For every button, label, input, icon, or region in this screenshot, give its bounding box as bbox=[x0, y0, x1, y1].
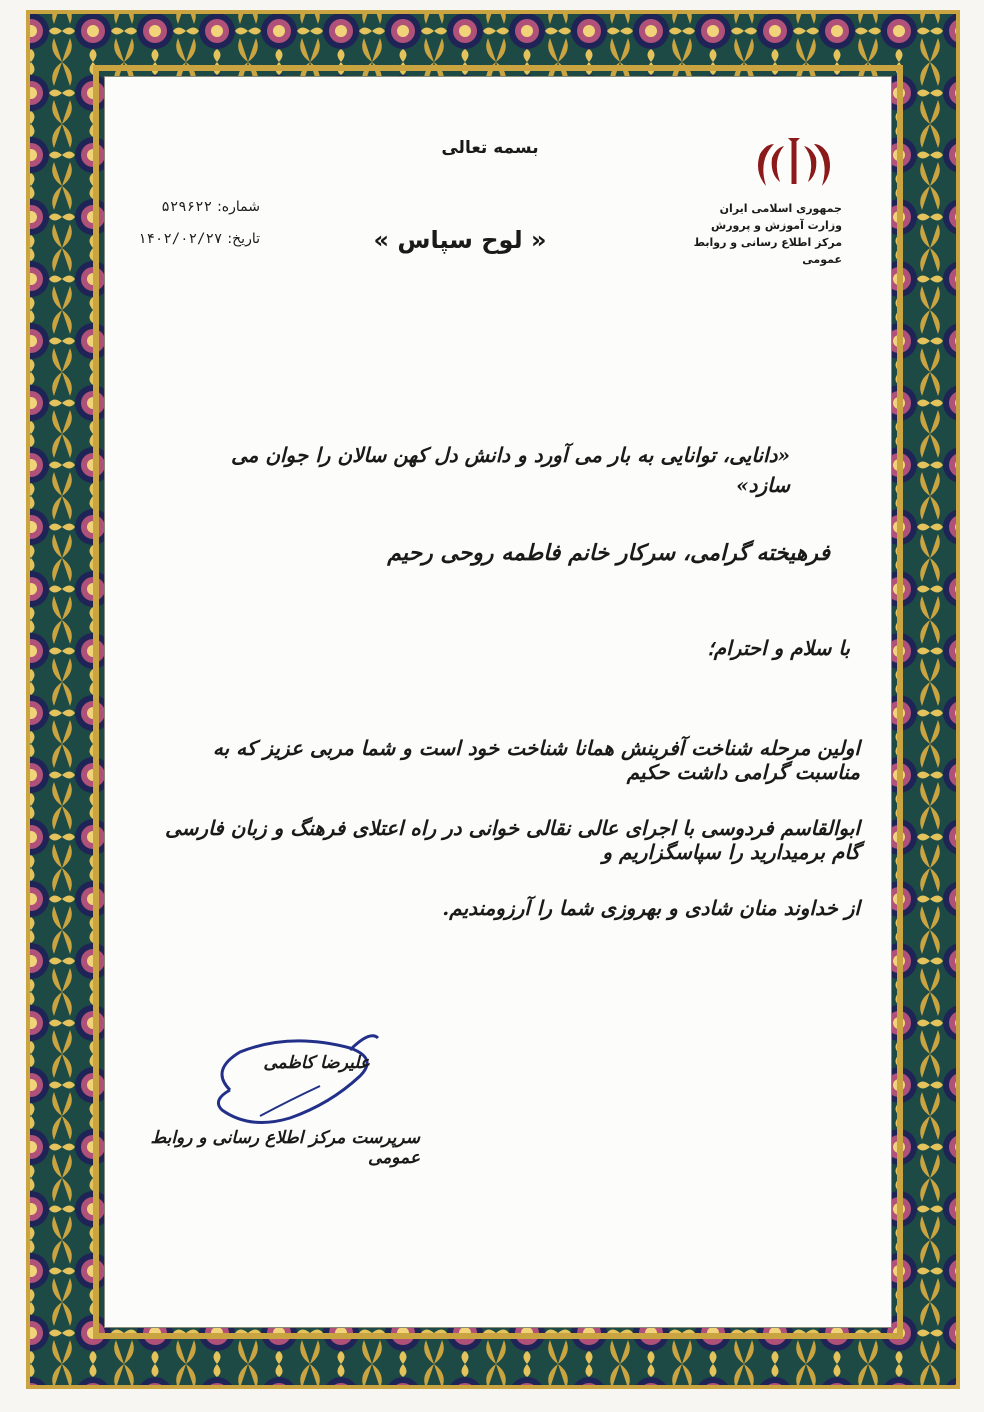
org-line-center: مرکز اطلاع رسانی و روابط عمومی bbox=[693, 236, 842, 266]
greeting-line: با سلام و احترام؛ bbox=[707, 636, 850, 660]
body-line: از خداوند منان شادی و بهروزی شما را آرزومندیم. bbox=[442, 896, 860, 920]
signatory-name: علیرضا کاظمی bbox=[263, 1053, 370, 1073]
besmeh-heading: بسمه تعالی bbox=[441, 138, 539, 158]
date-value: ۱۴۰۲/۰۲/۲۷ bbox=[138, 231, 223, 247]
certificate-title: « لوح سپاس » bbox=[373, 226, 547, 254]
number-label: شماره: bbox=[217, 199, 260, 215]
signature-scribble bbox=[200, 1030, 390, 1140]
date-row bbox=[80, 228, 260, 247]
number-value: ۵۲۹۶۲۲ bbox=[161, 199, 212, 215]
addressee-line: فرهیخته گرامی، سرکار خانم فاطمه روحی رحیم bbox=[387, 540, 830, 566]
date-label: تاریخ: bbox=[227, 231, 260, 247]
number-row bbox=[80, 196, 260, 215]
body-line: ابوالقاسم فردوسی با اجرای عالی نقالی خوانی در راه اعتلای فرهنگ و زبان فارسی گام برمیدارید را سپاسگزاریم و bbox=[165, 816, 860, 864]
body-line: اولین مرحله شناخت آفرینش همانا شناخت خود است و شما مربی عزیز که به مناسبت گرامی داشت حکیم bbox=[212, 736, 860, 784]
iran-emblem-icon bbox=[754, 136, 834, 200]
organization-block bbox=[693, 136, 870, 286]
org-line-country: جمهوری اسلامی ایران bbox=[719, 202, 842, 215]
quote-line: «دانایی، توانایی به بار می آورد و دانش دل کهن سالان را جوان می سازد» bbox=[230, 443, 790, 497]
org-line-ministry: وزارت آموزش و پرورش bbox=[711, 219, 842, 232]
signatory-title: سرپرست مرکز اطلاع رسانی و روابط عمومی bbox=[150, 1128, 420, 1168]
